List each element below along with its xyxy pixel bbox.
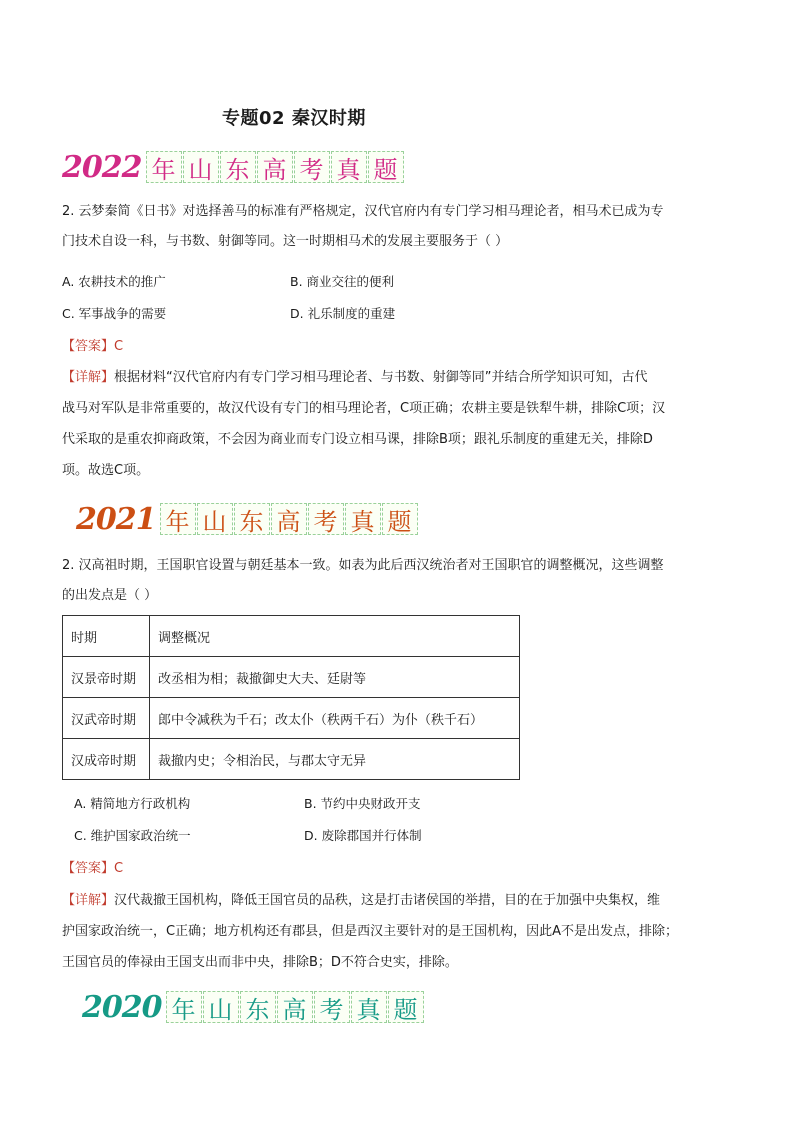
detail-line: 王国官员的俸禄由王国支出而非中央，排除B；D不符合史实，排除。	[62, 955, 458, 970]
detail-2022	[62, 362, 726, 486]
banner-char: 山	[197, 503, 233, 535]
detail-line: 根据材料“汉代官府内有专门学习相马理论者、与书数、射御等同”并结合所学知识可知，古代	[114, 370, 648, 385]
answer-value: C	[114, 339, 124, 354]
detail-tag: 【详解】	[62, 893, 115, 908]
table-header-cell: 调整概况	[150, 616, 520, 657]
banner-char: 题	[388, 991, 424, 1023]
table-row	[63, 698, 520, 739]
banner-char: 考	[314, 991, 350, 1023]
table-row	[63, 657, 520, 698]
banner-char: 高	[277, 991, 313, 1023]
table-row	[63, 739, 520, 780]
banner-char: 东	[220, 151, 256, 183]
adjustment-table	[62, 615, 520, 780]
table-header-cell: 时期	[63, 616, 150, 657]
option-c: C. 维护国家政治统一	[74, 828, 191, 843]
banner-2022	[62, 150, 405, 184]
table-cell: 郎中令减秩为千石；改太仆（秩两千石）为仆（秩千石）	[150, 698, 520, 739]
banner-year: 2022	[62, 149, 142, 185]
banner-2020	[82, 990, 425, 1024]
option-a: A. 精简地方行政机构	[74, 796, 191, 811]
page-title: 专题02 秦汉时期	[222, 108, 366, 129]
answer-value: C	[114, 861, 124, 876]
detail-tag: 【详解】	[62, 370, 115, 385]
banner-char: 年	[160, 503, 196, 535]
banner-char: 山	[183, 151, 219, 183]
stem-line: 2. 云梦秦简《日书》对选择善马的标准有严格规定，汉代官府内有专门学习相马理论者，相马术已成为专	[62, 204, 664, 219]
banner-2021	[76, 502, 419, 536]
table-cell: 裁撤内史；令相治民，与郡太守无异	[150, 739, 520, 780]
banner-char: 考	[294, 151, 330, 183]
option-b: B. 商业交往的便利	[290, 274, 395, 289]
option-c: C. 军事战争的需要	[62, 306, 167, 321]
table-cell: 汉武帝时期	[63, 698, 150, 739]
banner-char: 高	[271, 503, 307, 535]
banner-char: 东	[240, 991, 276, 1023]
banner-char: 题	[382, 503, 418, 535]
banner-char: 山	[203, 991, 239, 1023]
question-2021-stem	[62, 551, 722, 611]
option-a: A. 农耕技术的推广	[62, 274, 166, 289]
stem-line: 门技术自设一科，与书数、射御等同。这一时期相马术的发展主要服务于（ ）	[62, 234, 509, 249]
stem-line: 的出发点是（ ）	[62, 588, 158, 603]
table-header-row	[63, 616, 520, 657]
banner-char: 真	[351, 991, 387, 1023]
banner-char: 年	[166, 991, 202, 1023]
detail-line: 护国家政治统一，C正确；地方机构还有郡县，但是西汉主要针对的是王国机构，因此A不是出发点，排除；	[62, 924, 678, 939]
banner-char: 真	[345, 503, 381, 535]
banner-year: 2020	[82, 989, 162, 1025]
banner-char: 题	[368, 151, 404, 183]
banner-year: 2021	[76, 501, 156, 537]
option-d: D. 废除郡国并行体制	[304, 828, 422, 843]
banner-char: 真	[331, 151, 367, 183]
option-d: D. 礼乐制度的重建	[290, 306, 396, 321]
table-cell: 改丞相为相；裁撤御史大夫、廷尉等	[150, 657, 520, 698]
banner-char: 考	[308, 503, 344, 535]
detail-line: 汉代裁撤王国机构，降低王国官员的品秩，这是打击诸侯国的举措，目的在于加强中央集权，维	[114, 893, 661, 908]
banner-char: 高	[257, 151, 293, 183]
question-2022-stem	[62, 197, 722, 257]
banner-char: 东	[234, 503, 270, 535]
option-b: B. 节约中央财政开支	[304, 796, 421, 811]
answer-tag: 【答案】	[62, 861, 115, 876]
detail-2021	[62, 885, 726, 978]
banner-char: 年	[146, 151, 182, 183]
detail-line: 项。故选C项。	[62, 463, 150, 478]
answer-2022	[62, 335, 123, 354]
detail-line: 代采取的是重农抑商政策，不会因为商业而专门设立相马课，排除B项；跟礼乐制度的重建无关，排除D	[62, 432, 653, 447]
answer-2021	[62, 857, 123, 876]
table-cell: 汉景帝时期	[63, 657, 150, 698]
answer-tag: 【答案】	[62, 339, 115, 354]
stem-line: 2. 汉高祖时期，王国职官设置与朝廷基本一致。如表为此后西汉统治者对王国职官的调整概况，这些调整	[62, 558, 664, 573]
detail-line: 战马对军队是非常重要的，故汉代设有专门的相马理论者，C项正确；农耕主要是铁犁牛耕，排除C项；汉	[62, 401, 666, 416]
table-cell: 汉成帝时期	[63, 739, 150, 780]
